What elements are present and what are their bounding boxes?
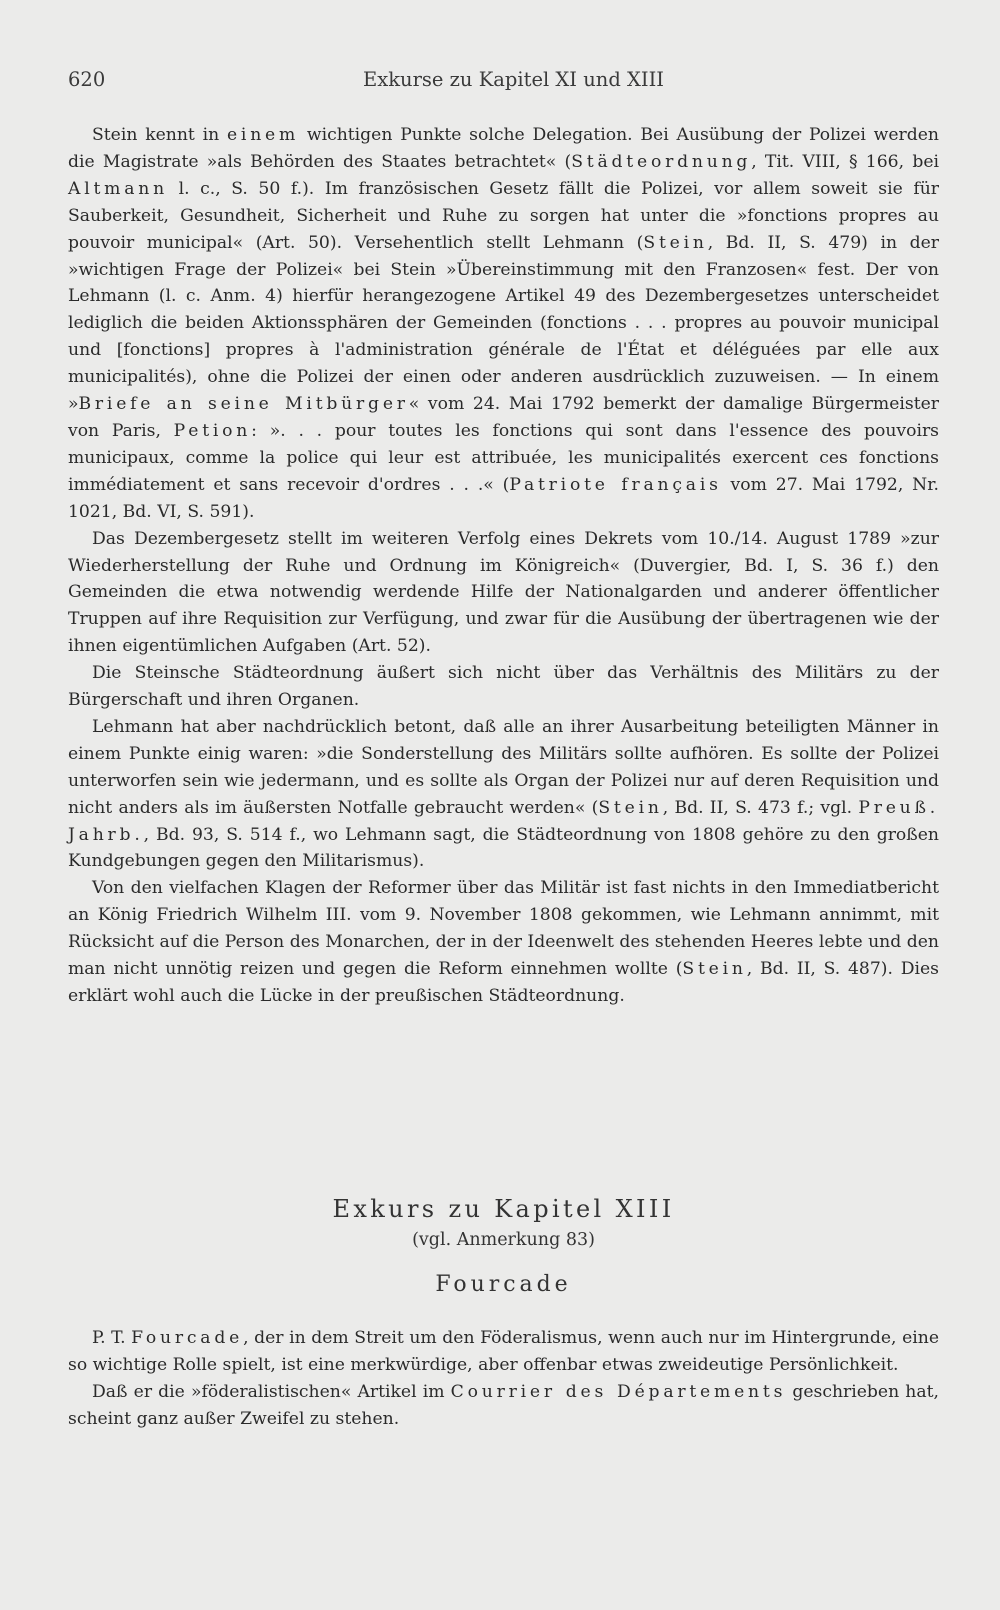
text-run: geschrieben hat, scheint ganz außer Zweifel zu stehen. bbox=[68, 1381, 939, 1429]
text-run: Stein kennt in bbox=[92, 125, 227, 145]
section-subtitle: (vgl. Anmerkung 83) bbox=[412, 1230, 595, 1250]
spaced-text: Stein bbox=[598, 797, 663, 818]
spaced-text: einem bbox=[226, 125, 300, 145]
running-head bbox=[68, 68, 939, 98]
paragraph bbox=[68, 714, 939, 875]
spaced-text: Fourcade bbox=[131, 1328, 244, 1348]
text-run: Von den vielfachen Klagen der Reformer über das Militär ist fast nichts in den Immediatbericht an König Friedrich Wilhelm III. vom 9. November 1808 gekommen, wie Lehmann annimmt, mit Rücksicht auf die Person des Monarchen, der in der Ideenwelt des stehenden Heeres lebte und den man nicht unnötig reizen und gegen die Reform einnehmen wollte ( bbox=[68, 878, 939, 980]
text-run: Das Dezembergesetz stellt im weiteren Verfolg eines Dekrets vom 10./14. August 1789 »zur Wiederherstellung der Ruhe und Ordnung im Königreich« (Duvergier, Bd. I, S. 36 f.) den Gemeinden die etwa notwendig werdende Hilfe der Nationalgarden und anderer öffentlicher Truppen auf ihre Requisition zur Verfügung, und zwar für die Ausübung der übertragenen wie der ihnen eigentümlichen Aufgaben (Art. 52). bbox=[68, 528, 939, 657]
text-run: P. T. bbox=[92, 1328, 132, 1348]
section-body-text bbox=[68, 1325, 939, 1433]
body-text bbox=[68, 122, 939, 1010]
text-run: « vom 24. Mai 1792 bemerkt der damalige Bürgermeister von Paris, bbox=[68, 394, 940, 441]
text-run: , Bd. II, S. 479) in der »wichtigen Frage der Polizei« bei Stein »Übereinstimmung mit den Franzosen« fest. Der von Lehmann (l. c. Anm. 4) hierfür herangezogene Artikel 49 des Dezembergesetzes unterscheidet lediglich die beiden Aktionssphären der Gemeinden (fonctions . . . propres au pouvoir municipal und [fonctions] propres à l'administration générale de l'État et déléguées par elle aux municipalités), ohne die Polizei der einen oder anderen ausdrücklich zuzuweisen. — In einem » bbox=[68, 232, 939, 415]
text-run: Daß er die »föderalistischen« Artikel im bbox=[92, 1381, 451, 1402]
text-run: vom 27. Mai 1792, Nr. 1021, Bd. VI, S. 591). bbox=[68, 474, 939, 522]
text-run: , Tit. VIII, § 166, bei bbox=[751, 151, 939, 172]
spaced-text: Patriote français bbox=[509, 474, 722, 495]
spaced-text: Stein bbox=[682, 959, 747, 980]
paragraph bbox=[68, 1325, 939, 1379]
text-run: , Bd. II, S. 473 f.; vgl. bbox=[662, 797, 859, 818]
text-run: : ». . . pour toutes les fonctions qui sont dans l'essence des pouvoirs municipaux, comme la police qui leur est attribuée, les municipalités exercent ces fonctions immédiatement et sans recevoir d'ordres . . .« ( bbox=[68, 420, 939, 495]
paragraph bbox=[68, 1379, 939, 1433]
paragraph bbox=[68, 526, 939, 661]
spaced-text: Altmann bbox=[68, 178, 168, 199]
text-run: Lehmann hat aber nachdrücklich betont, daß alle an ihrer Ausarbeitung beteiligten Männer in einem Punkte einig waren: »die Sonderstellung des Militärs sollte aufhören. Es sollte der Polizei unterworfen sein wie jedermann, und es sollte als Organ der Polizei nur auf deren Requisition und nicht anders als im äußersten Notfalle gebraucht werden« ( bbox=[68, 716, 939, 818]
spaced-text: Stein bbox=[643, 232, 708, 253]
running-title: Exkurse zu Kapitel XI und XIII bbox=[362, 68, 664, 91]
text-run: wichtigen Punkte solche Delegation. Bei Ausübung der Polizei werden die Magistrate »als Behörden des Staates betrachtet« ( bbox=[68, 125, 939, 172]
text-run: , der in dem Streit um den Föderalismus, wenn auch nur im Hintergrunde, eine so wichtige Rolle spielt, ist eine merkwürdige, aber offenbar etwas zweideutige Persönlichkeit. bbox=[68, 1328, 940, 1375]
spaced-text: Städteordnung bbox=[571, 151, 752, 172]
text-run: Die Steinsche Städteordnung äußert sich nicht über das Verhältnis des Militärs zu der Bürgerschaft und ihren Organen. bbox=[68, 663, 939, 711]
paragraph bbox=[68, 660, 939, 714]
text-run: , Bd. 93, S. 514 f., wo Lehmann sagt, die Städteordnung von 1808 gehöre zu den großen Kundgebungen gegen den Militarismus). bbox=[68, 824, 939, 872]
spaced-text: Courrier des Départements bbox=[450, 1381, 787, 1402]
section-title: Exkurs zu Kapitel XIII bbox=[332, 1195, 675, 1223]
paragraph bbox=[68, 122, 939, 526]
spaced-text: Briefe an seine Mitbürger bbox=[78, 394, 409, 415]
text-run: l. c., S. 50 f.). Im französischen Gesetz fällt die Polizei, vor allem soweit sie für Sauberkeit, Gesundheit, Sicherheit und Ruhe zu sorgen hat unter die »fonctions propres au pouvoir municipal« (Art. 50). Versehentlich stellt Lehmann ( bbox=[68, 178, 939, 253]
section-name: Fourcade bbox=[435, 1272, 572, 1297]
page-number: 620 bbox=[68, 68, 106, 91]
paragraph bbox=[68, 875, 939, 1010]
spaced-text: Petion bbox=[173, 420, 252, 441]
text-run: , Bd. II, S. 487). Dies erklärt wohl auch die Lücke in der preußischen Städteordnung. bbox=[68, 959, 939, 1006]
spaced-text: Preuß. Jahrb. bbox=[68, 797, 940, 845]
